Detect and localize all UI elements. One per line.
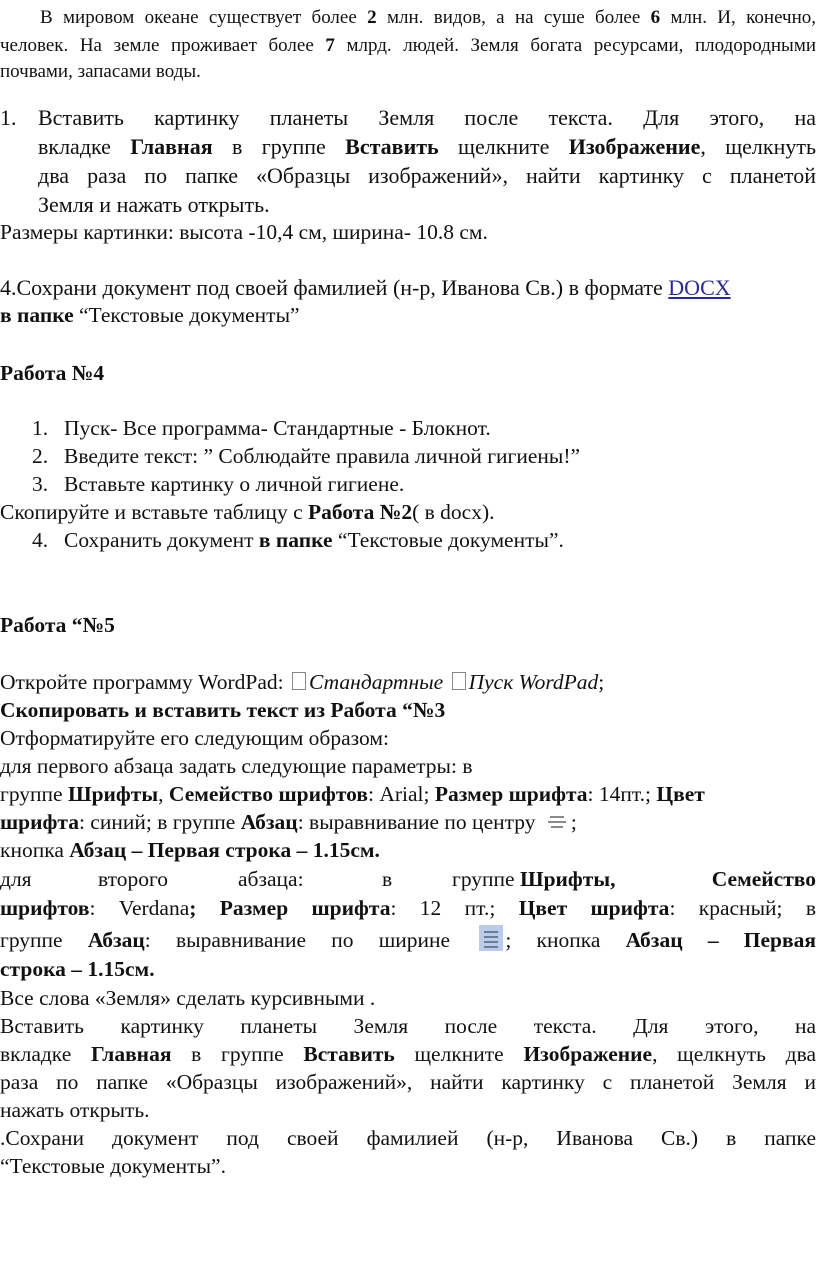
intro-line-2: человек. На земле проживает более 7 млрд. людей. Земля богата ресурсами, плодородными (0, 35, 816, 56)
list-number: 1. (0, 105, 17, 130)
intro-line-3: почвами, запасами воды. (0, 61, 201, 82)
save-docx-line-2: в папке “Текстовые документы” (0, 303, 300, 327)
p2-line-3: группе Абзац: выравнивание по ширине ; кнопка Абзац – Первая (0, 925, 816, 955)
p1-line-2: группе Шрифты, Семейство шрифтов: Arial; Размер шрифта: 14пт.; Цвет (0, 782, 705, 806)
work4-item-4: Сохранить документ в папке “Текстовые документы”. (64, 528, 564, 552)
save-line-2: “Текстовые документы”. (0, 1154, 226, 1178)
list-number: 4. (32, 528, 49, 552)
insert-line-4: нажать открыть. (0, 1098, 150, 1122)
docx-link[interactable]: DOCX (668, 275, 731, 300)
image-size-text: Размеры картинки: высота -10,4 см, ширина- 10.8 см. (0, 220, 488, 244)
insert-line-1: Вставить картинку планеты Земля после текста. Для этого, на (0, 1014, 816, 1038)
p1-line-3: шрифта: синий; в группе Абзац: выравнивание по центру ; (0, 810, 577, 834)
save-line-1: .Сохрани документ под своей фамилией (н-р, Иванова Св.) в папке (0, 1126, 816, 1150)
work5-copy-line: Скопировать и вставить текст из Работа “№3 (0, 698, 446, 722)
insert-line-2: вкладке Главная в группе Вставить щелкните Изображение, щелкнуть два (0, 1042, 816, 1066)
align-justify-icon (479, 925, 503, 951)
p2-line-4: строка – 1.15см. (0, 957, 155, 981)
work4-item-3: Вставьте картинку о личной гигиене. (64, 472, 405, 496)
work4-heading: Работа №4 (0, 361, 105, 385)
work5-open-wordpad: Откройте программу WordPad: Стандартные Пуск WordPad; (0, 670, 605, 694)
task1-line-4: Земля и нажать открыть. (38, 192, 270, 217)
list-number: 3. (32, 472, 49, 496)
p1-line-4: кнопка Абзац – Первая строка – 1.15см. (0, 838, 380, 862)
p1-line-1: для первого абзаца задать следующие параметры: в (0, 754, 473, 778)
intro-line-1: В мировом океане существует более 2 млн. видов, а на суше более 6 млн. И, конечно, (40, 7, 816, 28)
work4-copy-table: Скопируйте и вставьте таблицу с Работа №2( в docx). (0, 500, 495, 524)
work4-item-2: Введите текст: ” Соблюдайте правила личной гигиены!” (64, 444, 581, 468)
insert-line-3: раза по папке «Образцы изображений», найти картинку с планетой Земля и (0, 1070, 816, 1094)
save-docx-line-1: 4.Сохрани документ под своей фамилией (н-р, Иванова Св.) в формате DOCX (0, 275, 731, 300)
list-number: 1. (32, 416, 49, 440)
work5-format-line: Отформатируйте его следующим образом: (0, 726, 389, 750)
task1-line-3: два раза по папке «Образцы изображений», найти картинку с планетой (38, 163, 816, 188)
italic-instruction: Все слова «Земля» сделать курсивными . (0, 986, 376, 1010)
list-number: 2. (32, 444, 49, 468)
missing-glyph-box (292, 672, 306, 690)
missing-glyph-box (452, 672, 466, 690)
work5-heading: Работа “№5 (0, 613, 115, 637)
p2-line-2: шрифтов: Verdana; Размер шрифта: 12 пт.; Цвет шрифта: красный; в (0, 896, 816, 920)
align-center-icon (547, 814, 567, 830)
task1-line-1: Вставить картинку планеты Земля после текста. Для этого, на (38, 105, 816, 130)
task1-line-2: вкладке Главная в группе Вставить щелкните Изображение, щелкнуть (38, 134, 816, 159)
work4-item-1: Пуск- Все программа- Стандартные - Блокнот. (64, 416, 491, 440)
